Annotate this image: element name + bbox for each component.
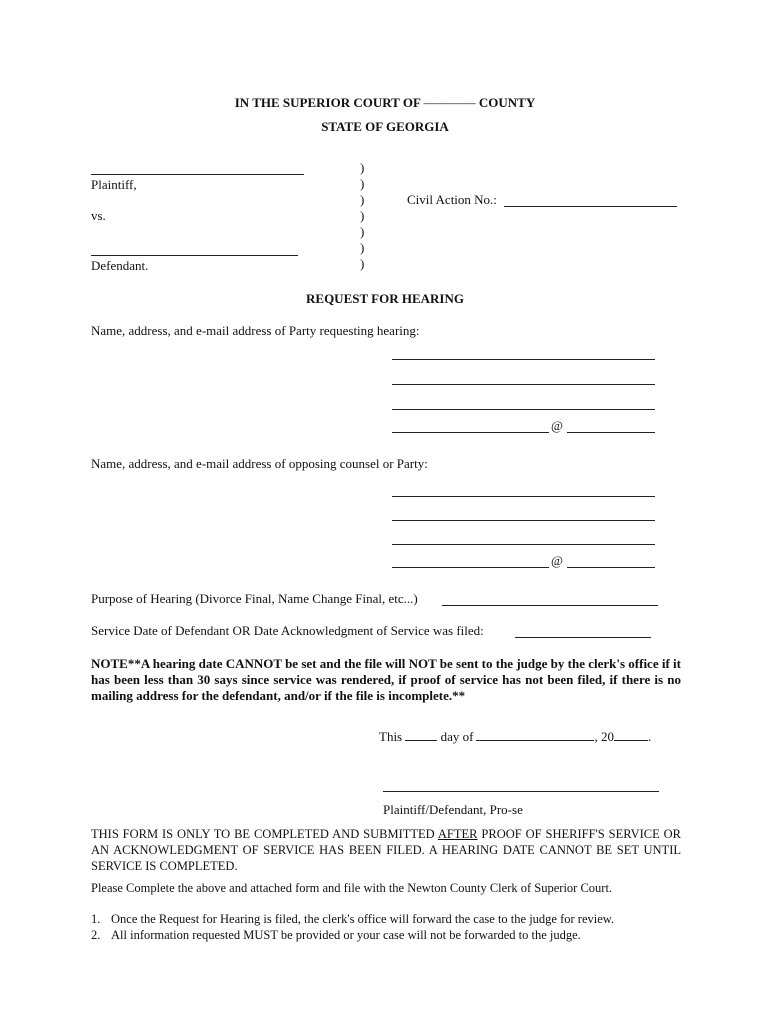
list-item bbox=[91, 928, 581, 943]
day-blank[interactable] bbox=[405, 729, 437, 741]
opposing-email-at: @ bbox=[551, 553, 563, 568]
opposing-email-domain-line[interactable] bbox=[567, 567, 655, 568]
date-day-of: day of bbox=[440, 729, 474, 744]
requesting-email-domain-line[interactable] bbox=[567, 432, 655, 433]
requesting-email-at: @ bbox=[551, 418, 563, 433]
caps-notice-after: AFTER bbox=[437, 827, 478, 841]
date-period: . bbox=[647, 729, 652, 744]
month-blank[interactable] bbox=[476, 729, 594, 741]
caption-paren: ) bbox=[360, 240, 365, 255]
court-line-prefix: IN THE SUPERIOR COURT OF bbox=[234, 95, 421, 110]
purpose-line[interactable] bbox=[442, 605, 658, 606]
requesting-email-user-line[interactable] bbox=[392, 432, 549, 433]
civil-action-label: Civil Action No.: bbox=[407, 192, 497, 207]
requesting-name-line[interactable] bbox=[392, 359, 655, 360]
caption-paren: ) bbox=[360, 176, 365, 191]
note-paragraph: NOTE**A hearing date CANNOT be set and the file will NOT be sent to the judge by the clerk's office if it has been less than 30 says since service was rendered, if proof of service has not been filed, if there is no mailing address for the defendant, and/or if the file is incomplete.** bbox=[91, 656, 681, 703]
requesting-address-line-2[interactable] bbox=[392, 409, 655, 410]
purpose-label: Purpose of Hearing (Divorce Final, Name Change Final, etc...) bbox=[91, 591, 418, 606]
defendant-name-line[interactable] bbox=[91, 255, 298, 256]
service-date-line[interactable] bbox=[515, 637, 651, 638]
plaintiff-label: Plaintiff, bbox=[91, 177, 137, 192]
opposing-party-label: Name, address, and e-mail address of opposing counsel or Party: bbox=[91, 456, 428, 471]
defendant-label: Defendant. bbox=[91, 258, 149, 273]
instruction-text: Please Complete the above and attached form and file with the Newton County Clerk of Superior Court. bbox=[91, 881, 613, 895]
list-item-number: 1. bbox=[91, 912, 101, 926]
caption-paren: ) bbox=[360, 160, 365, 175]
service-date-label: Service Date of Defendant OR Date Acknowledgment of Service was filed: bbox=[91, 623, 484, 638]
requesting-party-label: Name, address, and e-mail address of Party requesting hearing: bbox=[91, 323, 420, 338]
opposing-address-line-2[interactable] bbox=[392, 544, 655, 545]
signature-label: Plaintiff/Defendant, Pro-se bbox=[383, 802, 523, 817]
date-year-prefix: , 20 bbox=[594, 729, 614, 744]
vs-label: vs. bbox=[91, 208, 106, 223]
plaintiff-name-line[interactable] bbox=[91, 174, 304, 175]
requesting-address-line-1[interactable] bbox=[392, 384, 655, 385]
court-line-suffix: COUNTY bbox=[478, 95, 536, 110]
opposing-name-line[interactable] bbox=[392, 496, 655, 497]
caption-paren: ) bbox=[360, 192, 365, 207]
caption-paren: ) bbox=[360, 224, 365, 239]
list-item bbox=[91, 912, 614, 927]
signature-line[interactable] bbox=[383, 791, 659, 792]
form-title: REQUEST FOR HEARING bbox=[306, 291, 464, 306]
caps-notice-part1: THIS FORM IS ONLY TO BE COMPLETED AND SUBMITTED bbox=[91, 827, 435, 841]
county-blank: ———— bbox=[423, 95, 476, 110]
state-heading: STATE OF GEORGIA bbox=[321, 119, 449, 134]
list-item-text: Once the Request for Hearing is filed, the clerk's office will forward the case to the judge for review. bbox=[111, 912, 615, 926]
caption-paren: ) bbox=[360, 208, 365, 223]
court-header bbox=[0, 95, 770, 111]
date-this: This bbox=[379, 729, 403, 744]
caption-paren: ) bbox=[360, 256, 365, 271]
list-item-number: 2. bbox=[91, 928, 101, 942]
caps-notice bbox=[91, 826, 681, 874]
date-line bbox=[379, 729, 651, 745]
caps-notice-part2: PROOF OF SHERIFF'S SERVICE OR AN ACKNOWLEDGMENT OF SERVICE HAS BEEN FILED. A HEARING DATE CANNOT BE SET UNTIL SERVICE IS COMPLETED. bbox=[91, 827, 681, 873]
opposing-address-line-1[interactable] bbox=[392, 520, 655, 521]
opposing-email-user-line[interactable] bbox=[392, 567, 549, 568]
year-blank[interactable] bbox=[614, 729, 648, 741]
civil-action-number-line[interactable] bbox=[504, 206, 677, 207]
list-item-text: All information requested MUST be provided or your case will not be forwarded to the judge. bbox=[111, 928, 581, 942]
